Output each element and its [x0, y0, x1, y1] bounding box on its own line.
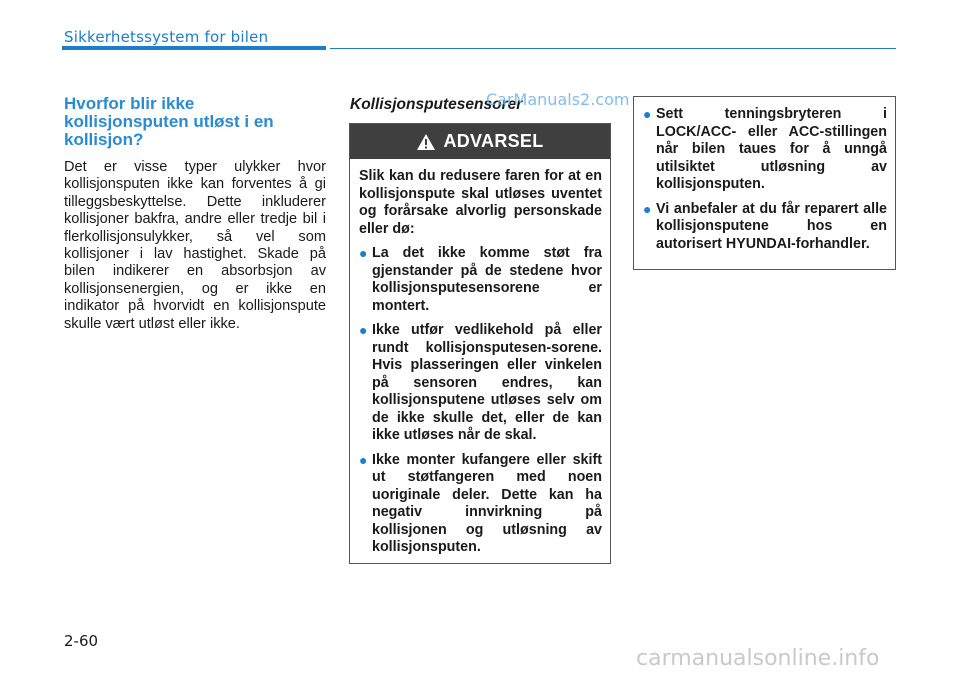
warning-header	[350, 124, 610, 159]
section-heading: Hvorfor blir ikke kollisjonsputen utløst i en kollisjon?	[64, 94, 274, 149]
continued-warning-box	[633, 96, 896, 270]
bullet-icon: ●	[359, 451, 368, 468]
list-item: ● Ikke monter kufangere eller skift ut støtfangeren med noen uoriginale deler. Dette kan ha negativ innvirkning på kollisjonen og utløsning av kollisjonsputen.	[359, 451, 602, 555]
warning-box	[349, 123, 611, 564]
page-number: 2-60	[64, 632, 99, 650]
list-item: ● La det ikke komme støt fra gjenstander på de stedene hvor kollisjonsputesensorene er montert.	[359, 245, 602, 314]
list-item: ● Sett tenningsbryteren i LOCK/ACC- eller ACC-stillingen når bilen taues for å unngå utilsiktet utløsning av kollisjonsputen.	[643, 106, 887, 192]
sensor-subheading: Kollisjonsputesensorer	[350, 96, 523, 113]
bullet-icon: ●	[359, 322, 368, 338]
warning-bullets	[359, 245, 602, 557]
left-column	[64, 95, 326, 333]
warning-triangle-icon	[416, 133, 436, 151]
warning-title: ADVARSEL	[443, 131, 544, 151]
list-item: ● Ikke utfør vedlikehold på eller rundt kollisjonsputesen-sorene. Hvis plasseringen eller vinkelen på sensoren endres, kan kollisjonsputene utløses selv om de ikke skulle det, eller de kan ikke utløses når de skal.	[359, 322, 602, 443]
section-header-title: Sikkerhetssystem for bilen	[64, 28, 269, 46]
warning-body	[350, 159, 610, 557]
header-rule-thin	[330, 48, 896, 49]
watermark-bottom: carmanualsonline.info	[636, 646, 880, 671]
watermark-top: CarManuals2.com	[486, 90, 630, 109]
warning-intro: Slik kan du redusere faren for at en kollisjonspute skal utløses uventet og forårsake alvorlig personskade eller dø:	[359, 168, 602, 237]
header-rule-thick	[62, 46, 326, 50]
bullet-icon: ●	[643, 200, 652, 217]
bullet-icon: ●	[643, 106, 652, 122]
bullet-icon: ●	[359, 245, 368, 261]
list-item: ● Vi anbefaler at du får reparert alle kollisjonsputene hos en autorisert HYUNDAI-forhandler.	[643, 200, 887, 252]
body-paragraph: Det er visse typer ulykker hvor kollisjonsputen ikke kan forventes å gi tilleggsbeskyttelse. Dette inkluderer kollisjoner bakfra, andre eller tredje bil i flerkollisjonsulykker, så vel som kollisjoner i lav hastighet. Skade på bilen indikerer en absorbsjon av kollisjonsenergien, og er ikke en indikator på hvorvidt en kollisjonspute skulle vært utløst eller ikke.	[64, 159, 326, 332]
continued-bullets	[643, 106, 887, 253]
